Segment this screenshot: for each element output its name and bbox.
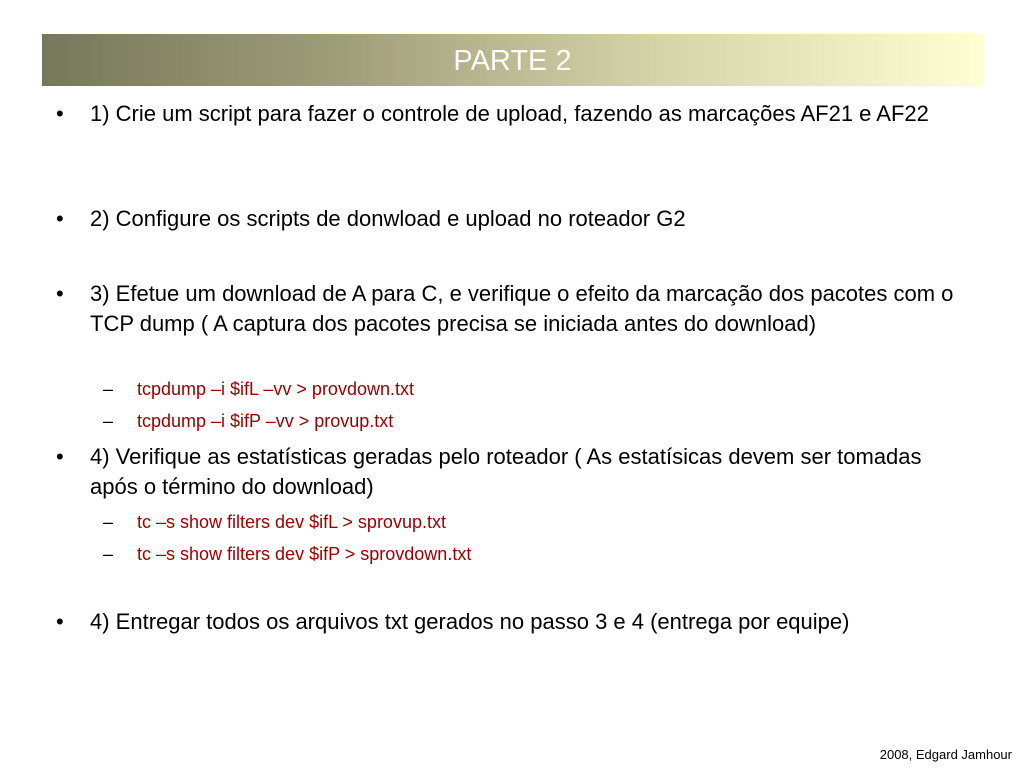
subitem-command: tc –s show filters dev $ifP > sprovdown.txt <box>137 544 472 564</box>
bullet-marker: • <box>56 281 64 306</box>
subitem-dash: – <box>103 512 114 532</box>
subitem-dash: – <box>103 411 114 431</box>
subitem-dash: – <box>103 544 114 564</box>
subitem-dash: – <box>103 379 114 399</box>
bullet-item-2: 2) Configure os scripts de donwload e upload no roteador G2 <box>90 206 686 231</box>
bullet-marker: • <box>56 206 64 231</box>
bullet-item-4: 4) Verifique as estatísticas geradas pelo roteador ( As estatísicas devem ser tomadas após o término do download) <box>90 444 922 499</box>
subitem-command: tcpdump –i $ifP –vv > provup.txt <box>137 411 394 431</box>
subitem-command: tc –s show filters dev $ifL > sprovup.txt <box>137 512 446 532</box>
slide-title: PARTE 2 <box>453 45 572 77</box>
bullet-item-3: 3) Efetue um download de A para C, e verifique o efeito da marcação dos pacotes com o TCP dump ( A captura dos pacotes precisa se iniciada antes do download) <box>90 281 954 336</box>
bullet-marker: • <box>56 444 64 469</box>
subitem-command: tcpdump –i $ifL –vv > provdown.txt <box>137 379 414 399</box>
bullet-marker: • <box>56 101 64 126</box>
footer-credit: 2008, Edgard Jamhour <box>879 747 1012 762</box>
bullet-item-1: 1) Crie um script para fazer o controle de upload, fazendo as marcações AF21 e AF22 <box>90 101 929 126</box>
bullet-item-5: 4) Entregar todos os arquivos txt gerados no passo 3 e 4 (entrega por equipe) <box>90 609 850 634</box>
bullet-marker: • <box>56 609 64 634</box>
